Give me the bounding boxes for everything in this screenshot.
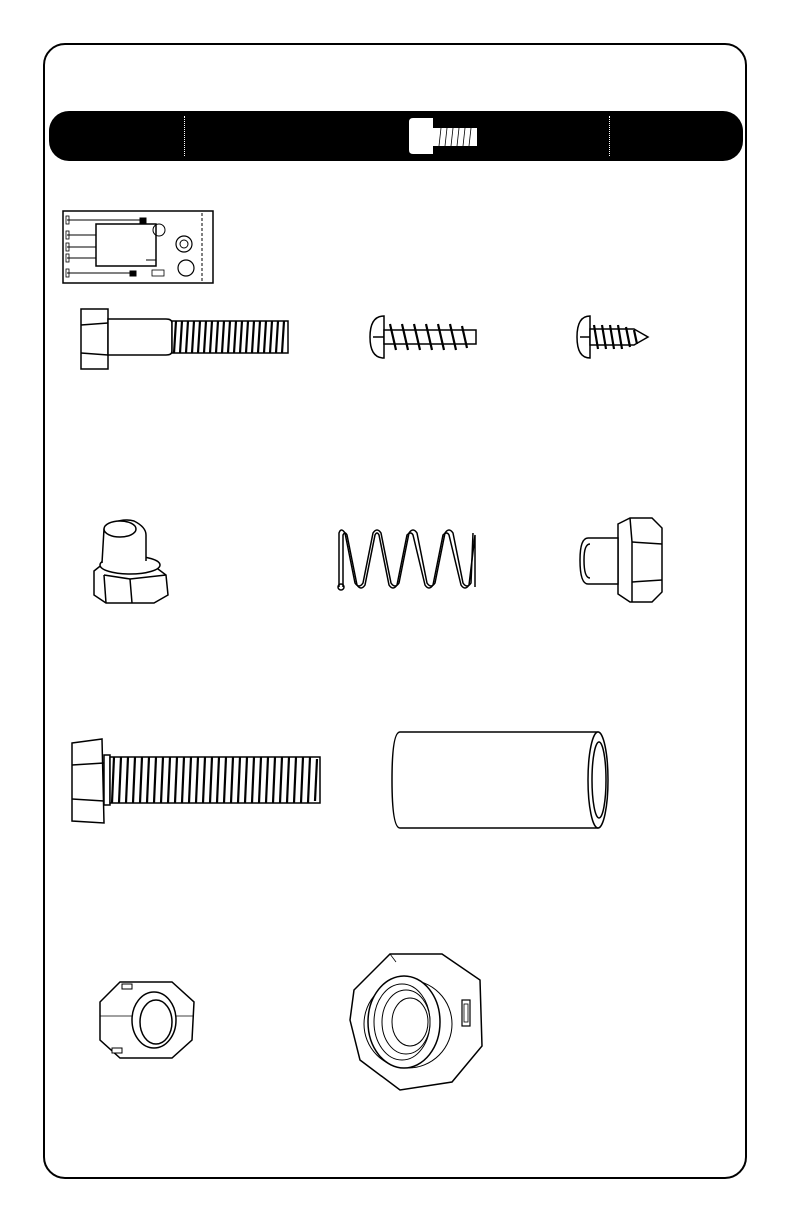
hex-bolt-icon bbox=[403, 114, 483, 158]
cap-nut-icon bbox=[90, 515, 180, 607]
header-divider-left bbox=[184, 116, 185, 156]
compression-spring-icon bbox=[333, 525, 481, 593]
shoulder-bolt-icon bbox=[78, 305, 293, 373]
small-hex-nut-icon bbox=[96, 978, 198, 1062]
hardware-bag-thumbnail bbox=[62, 210, 214, 284]
large-lock-nut-icon bbox=[344, 950, 488, 1094]
spacer-tube-icon bbox=[388, 728, 612, 834]
self-tapping-screw-icon bbox=[576, 313, 652, 361]
header-divider-right bbox=[609, 116, 610, 156]
pan-head-screw-icon bbox=[368, 312, 480, 362]
hex-bolt-icon-part bbox=[68, 735, 324, 827]
header-bar bbox=[49, 111, 743, 161]
flange-nut-icon bbox=[576, 514, 668, 606]
